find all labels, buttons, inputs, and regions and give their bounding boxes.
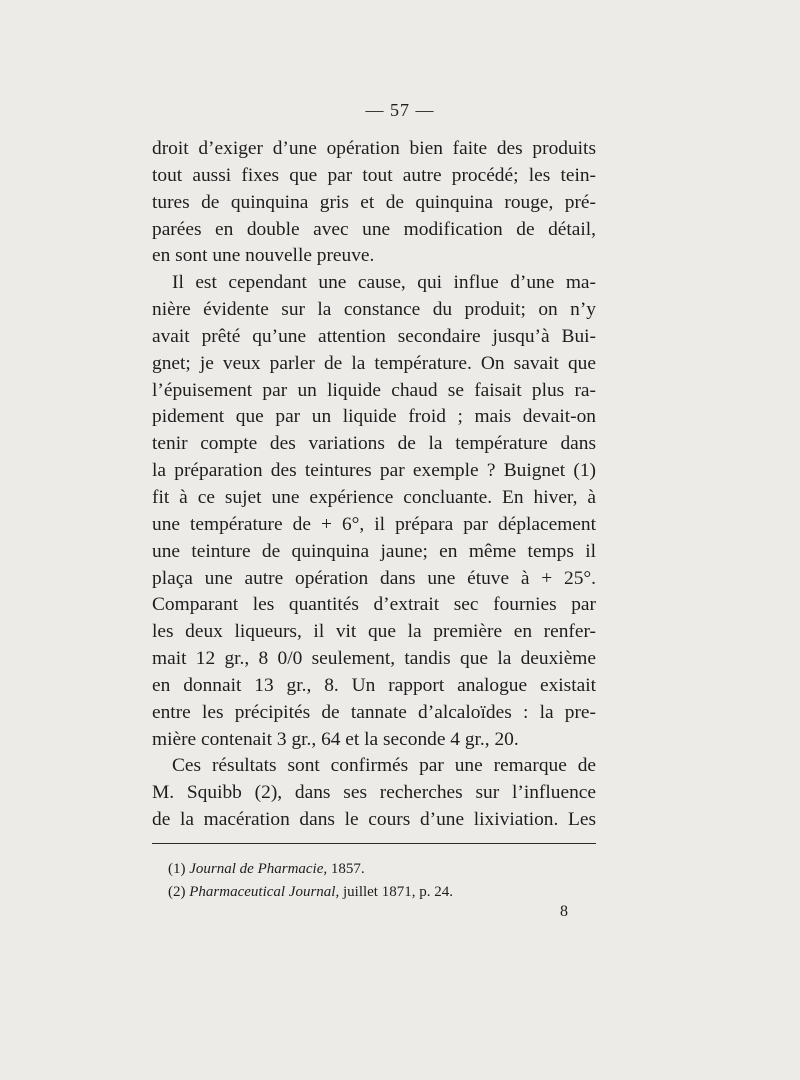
text-line: tenir compte des variations de la température dans (152, 433, 596, 455)
text-line: une température de + 6°, il prépara par déplacement (152, 513, 596, 535)
footnote-source: Pharmaceutical Journal, (189, 884, 340, 900)
footnote-1 (168, 858, 588, 881)
text-line: pidement que par un liquide froid ; mais devait-on (152, 406, 596, 428)
text-line: M. Squibb (2), dans ses recherches sur l’influence (152, 782, 596, 804)
footnote-2 (168, 881, 588, 904)
text-line: entre les précipités de tannate d’alcaloïdes : la pre- (152, 701, 596, 723)
text-line: Comparant les quantités d’extrait sec fournies par (152, 594, 596, 616)
text-line: tout aussi fixes que par tout autre procédé; les tein- (152, 164, 596, 186)
text-line: parées en double avec une modification de détail, (152, 218, 596, 240)
footnote-marker: (1) (168, 861, 186, 877)
footnote-detail: 1857. (327, 861, 365, 877)
paragraph-start-line: Il est cependant une cause, qui influe d’une ma- (172, 272, 596, 294)
text-line: les deux liqueurs, il vit que la première en renfer- (152, 621, 596, 643)
page-number: — 57 — (365, 100, 435, 120)
text-line: fit à ce sujet une expérience concluante. En hiver, à (152, 486, 596, 508)
text-line: plaça une autre opération dans une étuve à + 25°. (152, 567, 596, 589)
text-line: avait prêté qu’une attention secondaire jusqu’à Bui- (152, 325, 596, 347)
text-line: l’épuisement par un liquide chaud se faisait plus ra- (152, 379, 596, 401)
footnote-divider (152, 843, 596, 844)
footnote-detail: juillet 1871, p. 24. (339, 884, 453, 900)
text-line: de la macération dans le cours d’une lixiviation. Les (152, 809, 596, 831)
text-line: tures de quinquina gris et de quinquina rouge, pré- (152, 191, 596, 213)
text-line: une teinture de quinquina jaune; en même temps il (152, 540, 596, 562)
text-line: mière contenait 3 gr., 64 et la seconde 4 gr., 20. (152, 728, 519, 750)
text-line: en sont une nouvelle preuve. (152, 245, 375, 267)
signature-mark: 8 (560, 903, 568, 920)
text-line: la préparation des teintures par exemple ? Buignet (1) (152, 460, 596, 482)
text-line: nière évidente sur la constance du produit; on n’y (152, 299, 596, 321)
footnote-marker: (2) (168, 884, 186, 900)
text-line: droit d’exiger d’une opération bien faite des produits (152, 138, 596, 159)
text-line: gnet; je veux parler de la température. On savait que (152, 352, 596, 374)
footnote-source: Journal de Pharmacie, (189, 861, 328, 877)
body-text (152, 136, 596, 834)
paragraph-start-line: Ces résultats sont confirmés par une remarque de (172, 755, 596, 777)
text-line: en donnait 13 gr., 8. Un rapport analogue existait (152, 674, 596, 696)
footnotes (168, 858, 588, 904)
text-line: mait 12 gr., 8 0/0 seulement, tandis que la deuxième (152, 648, 596, 670)
